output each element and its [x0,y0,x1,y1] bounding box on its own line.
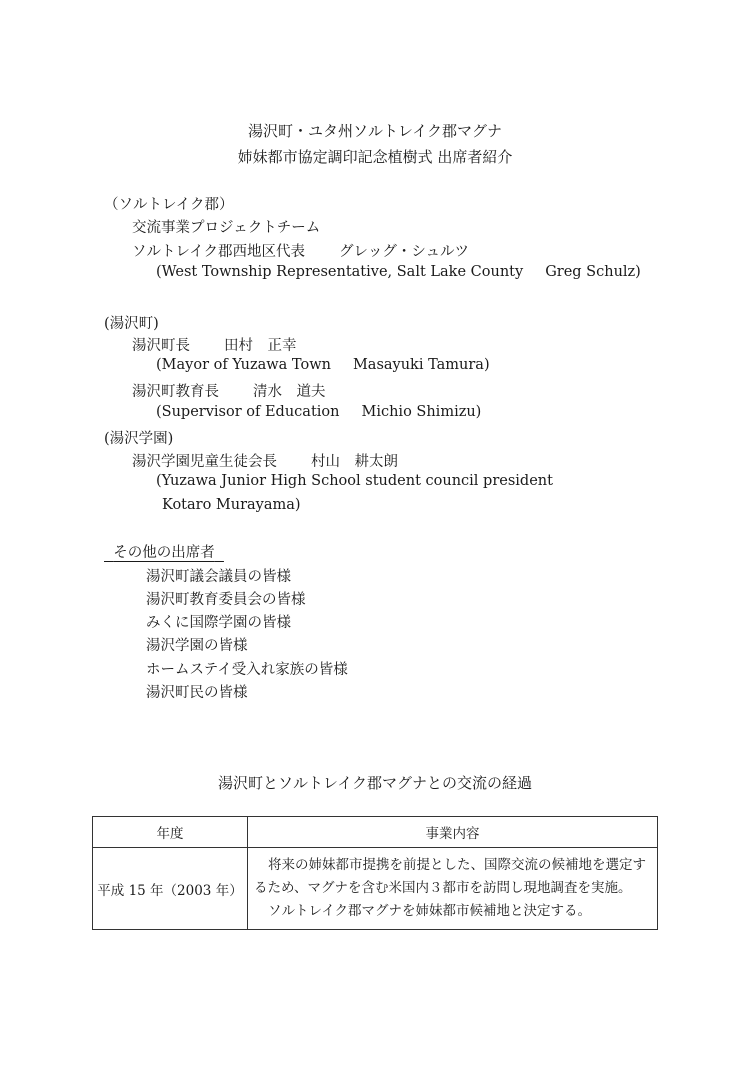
education-supervisor-line [132,380,326,401]
yuzawa-school-heading: (湯沢学園) [104,431,174,447]
others-item: 湯沢町議会議員の皆様 [146,569,291,585]
saltlake-representative [132,240,469,261]
mayor-english [156,357,490,373]
yuzawa-town-heading: (湯沢町) [104,316,159,332]
history-content-line2: るため、マグナを含む米国内３都市を訪問し現地調査を実施。 [254,880,632,896]
others-item: 湯沢町民の皆様 [146,685,248,701]
education-supervisor-english [156,404,481,420]
column-header-year: 年度 [93,817,248,848]
mayor-line [132,334,297,355]
edu-title: 湯沢町教育長 [132,384,219,400]
president-english-line1: (Yuzawa Junior High School student council president [156,473,553,489]
saltlake-rep-en-title: (West Township Representative, Salt Lake County [156,264,524,280]
edu-en-title: (Supervisor of Education [156,404,340,420]
mayor-title: 湯沢町長 [132,338,190,354]
history-content-line3: ソルトレイク郡マグナを姉妹都市候補地と決定する。 [268,903,592,919]
others-item: ホームステイ受入れ家族の皆様 [146,662,348,678]
column-header-content: 事業内容 [248,817,658,848]
edu-name: 清水 道夫 [253,384,326,400]
saltlake-rep-title: ソルトレイク郡西地区代表 [132,244,305,260]
saltlake-rep-en-name: Greg Schulz) [545,264,641,280]
edu-en-name: Michio Shimizu) [361,404,482,420]
document-title-line1: 湯沢町・ユタ州ソルトレイク郡マグナ [248,122,502,140]
history-table-header [93,817,658,848]
mayor-name: 田村 正幸 [224,338,297,354]
history-year: 平成 15 年（2003 年） [93,848,248,930]
mayor-en-title: (Mayor of Yuzawa Town [156,357,331,373]
history-content-line1: 将来の姉妹都市提携を前提とした、国際交流の候補地を選定す [268,857,646,873]
saltlake-team: 交流事業プロジェクトチーム [132,220,321,236]
saltlake-rep-name: グレッグ・シュルツ [338,244,470,260]
others-heading: その他の出席者 [113,545,215,561]
others-item: みくに国際学園の皆様 [146,615,291,631]
others-item: 湯沢町教育委員会の皆様 [146,592,306,608]
president-title: 湯沢学園児童生徒会長 [132,454,277,470]
history-title: 湯沢町とソルトレイク郡マグナとの交流の経過 [218,774,532,792]
mayor-en-name: Masayuki Tamura) [352,357,490,373]
others-item: 湯沢学園の皆様 [146,638,248,654]
history-content [248,848,658,930]
student-president-line [132,450,398,471]
president-english-line2: Kotaro Murayama) [162,497,301,513]
document-title-line2: 姉妹都市協定調印記念植樹式 出席者紹介 [237,148,513,166]
table-row [93,848,658,930]
history-table [92,816,658,930]
saltlake-heading: （ソルトレイク郡） [104,197,234,213]
saltlake-rep-english [156,264,641,280]
president-name: 村山 耕太朗 [311,454,398,470]
